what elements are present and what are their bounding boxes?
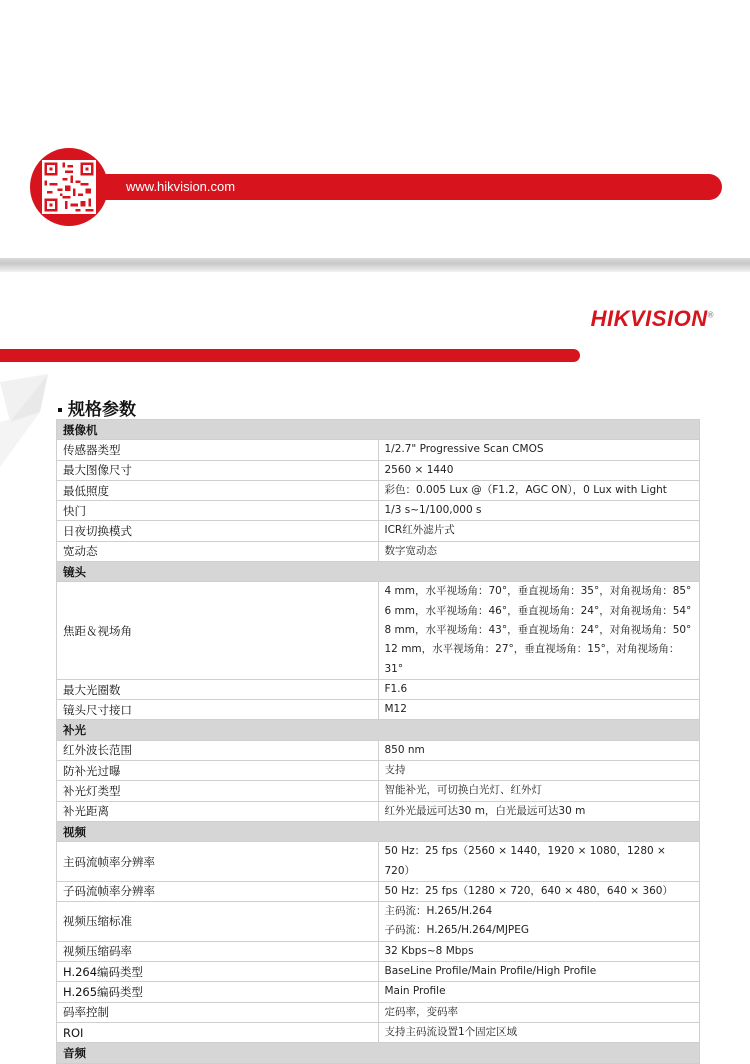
spec-label: 防补光过曝 [57,761,379,781]
spec-value-line: 定码率，变码率 [384,1005,458,1018]
spec-row [57,1002,700,1022]
spec-value [378,440,700,460]
hikvision-logo [591,306,714,332]
spec-value-line: 支持 [384,764,406,777]
spec-value [378,881,700,901]
spec-value [378,941,700,961]
section-title [58,395,136,420]
spec-value-line: 数字宽动态 [384,544,437,557]
spec-category-row [57,1043,700,1063]
spec-label: 最大图像尺寸 [57,460,379,480]
spec-value-line: 子码流：H.265/H.264/MJPEG [384,924,530,937]
spec-row [57,842,700,882]
spec-category-title: 音频 [57,1043,700,1063]
spec-category-title: 补光 [57,720,700,740]
spec-value-line: 1/2.7" Progressive Scan CMOS [384,443,544,456]
spec-category-title: 视频 [57,821,700,841]
spec-value-line: 50 Hz：25 fps（2560 × 1440，1920 × 1080，1280 × 720） [384,845,666,877]
spec-value-line: 50 Hz：25 fps（1280 × 720，640 × 480，640 × 360） [384,884,673,897]
spec-value [378,761,700,781]
spec-value-line: 彩色：0.005 Lux @（F1.2，AGC ON），0 Lux with Light [384,483,667,496]
spec-row [57,941,700,961]
spec-value-line: 8 mm，水平视场角：43°，垂直视场角：24°，对角视场角：50° [384,623,692,636]
spec-label: 日夜切换模式 [57,521,379,541]
footer-url[interactable]: www.hikvision.com [126,179,236,194]
spec-label: 码率控制 [57,1002,379,1022]
spec-row [57,501,700,521]
spec-value [378,842,700,882]
spec-row [57,480,700,500]
spec-value [378,541,700,561]
spec-category-title: 摄像机 [57,420,700,440]
spec-table [56,419,700,1064]
spec-row [57,440,700,460]
spec-label: 补光距离 [57,801,379,821]
page-separator [0,258,750,272]
spec-row [57,801,700,821]
spec-value-line: 850 nm [384,743,425,756]
spec-label: 镜头尺寸接口 [57,700,379,720]
spec-value-line: 6 mm，水平视场角：46°，垂直视场角：24°，对角视场角：54° [384,604,692,617]
spec-row [57,541,700,561]
qr-code-icon [42,160,96,214]
spec-value [378,501,700,521]
spec-category-row [57,562,700,582]
spec-label: 红外波长范围 [57,740,379,760]
spec-value-line: Main Profile [384,985,446,998]
spec-value-line: 红外光最远可达30 m，白光最远可达30 m [384,804,586,817]
spec-label: 补光灯类型 [57,781,379,801]
spec-row [57,761,700,781]
spec-category-row [57,821,700,841]
spec-row [57,902,700,942]
spec-label: 最大光圈数 [57,679,379,699]
spec-label: 视频压缩码率 [57,941,379,961]
spec-value-line: 1/3 s~1/100,000 s [384,504,482,517]
spec-value [378,1022,700,1042]
spec-value [378,460,700,480]
bullet-icon [58,408,62,412]
spec-value [378,700,700,720]
spec-category-title: 镜头 [57,562,700,582]
spec-row [57,740,700,760]
spec-label: 最低照度 [57,480,379,500]
spec-row [57,582,700,679]
spec-value-line: 4 mm，水平视场角：70°，垂直视场角：35°，对角视场角：85° [384,585,692,598]
spec-value [378,679,700,699]
spec-value-line: 支持主码流设置1个固定区域 [384,1025,518,1038]
logo-text: HIKVISION [590,306,708,331]
section-title-text: 规格参数 [68,400,136,420]
spec-label: 传感器类型 [57,440,379,460]
spec-row [57,781,700,801]
spec-value-line: 主码流：H.265/H.264 [384,905,493,918]
spec-value [378,801,700,821]
spec-row [57,1022,700,1042]
spec-value-line: M12 [384,703,407,716]
spec-value [378,902,700,942]
spec-row [57,521,700,541]
spec-value [378,962,700,982]
spec-row [57,881,700,901]
spec-value-line: BaseLine Profile/Main Profile/High Profile [384,965,597,978]
spec-row [57,460,700,480]
spec-value-line: 智能补光，可切换白光灯、红外灯 [384,784,542,797]
spec-value-line: 32 Kbps~8 Mbps [384,944,474,957]
spec-category-row [57,420,700,440]
spec-value [378,982,700,1002]
spec-value [378,740,700,760]
spec-label: 主码流帧率分辨率 [57,842,379,882]
qr-badge [30,148,108,226]
spec-category-row [57,720,700,740]
spec-value-line: F1.6 [384,682,408,695]
spec-value [378,781,700,801]
spec-value [378,521,700,541]
spec-label: H.264编码类型 [57,962,379,982]
registered-mark: ® [707,310,714,320]
spec-value [378,582,700,679]
header-red-bar [0,349,580,362]
spec-label: 快门 [57,501,379,521]
spec-label: 宽动态 [57,541,379,561]
spec-value-line: 12 mm，水平视场角：27°，垂直视场角：15°，对角视场角：31° [384,643,680,675]
spec-value-line: 2560 × 1440 [384,463,454,476]
spec-row [57,982,700,1002]
spec-value [378,480,700,500]
spec-row [57,679,700,699]
previous-page-footer [0,0,750,258]
spec-table-body [57,420,700,1064]
spec-value-line: ICR红外滤片式 [384,524,455,537]
spec-label: 子码流帧率分辨率 [57,881,379,901]
spec-label: H.265编码类型 [57,982,379,1002]
spec-label: 焦距＆视场角 [57,582,379,679]
spec-row [57,700,700,720]
spec-value [378,1002,700,1022]
spec-label: 视频压缩标准 [57,902,379,942]
spec-label: ROI [57,1022,379,1042]
spec-row [57,962,700,982]
